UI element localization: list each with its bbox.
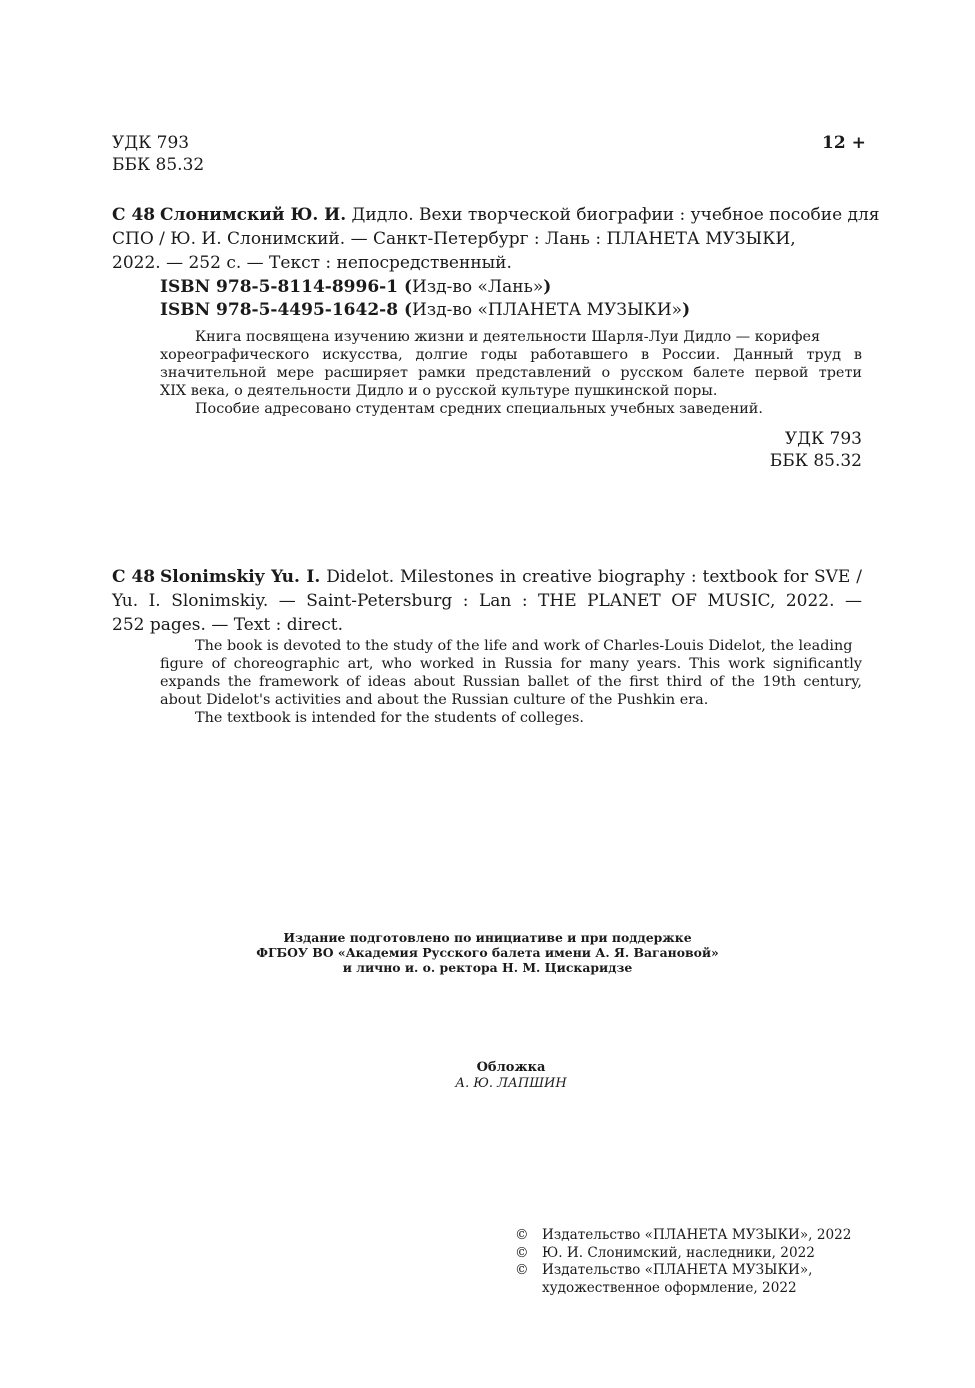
isbn-block <box>160 276 690 322</box>
copyright-block <box>515 1227 851 1297</box>
copyright-icon: © <box>515 1227 529 1243</box>
description-line-2: СПО / Ю. И. Слонимский. — Санкт-Петербург : Лань : ПЛАНЕТА МУЗЫКИ, <box>112 229 796 249</box>
description-line-3: 252 pages. — Text : direct. <box>112 615 344 635</box>
header-classification <box>112 132 204 176</box>
annotation-ru-line: хореографического искусства, долгие годы работавшего в России. Данный труд в <box>160 347 862 363</box>
header-bbk: ББК 85.32 <box>112 155 205 175</box>
isbn-line-1 <box>160 276 690 299</box>
annotation-en-line: about Didelot's activities and about the Russian culture of the Pushkin era. <box>160 692 709 708</box>
age-rating: 12 + <box>822 133 866 153</box>
title-en: Didelot. Milestones in creative biography : textbook for SVE / <box>320 567 862 587</box>
annotation-en-line: The textbook is intended for the students of colleges. <box>195 710 584 726</box>
description-line-3: 2022. — 252 с. — Текст : непосредственный. <box>112 253 512 273</box>
cover-label: Обложка <box>476 1060 546 1075</box>
annotation-ru <box>160 328 862 418</box>
support-line-2: ФГБОУ ВО «Академия Русского балета имени А. Я. Вагановой» <box>256 945 719 960</box>
card-bbk: ББК 85.32 <box>769 451 862 471</box>
isbn-1-publisher: Изд-во «Лань» <box>412 277 544 297</box>
copyright-continuation: художественное оформление, 2022 <box>542 1279 797 1296</box>
copyright-row <box>515 1245 851 1263</box>
copyright-text: Ю. И. Слонимский, наследники, 2022 <box>542 1244 815 1261</box>
catalog-card-ru <box>112 203 880 473</box>
copyright-icon: © <box>515 1262 529 1278</box>
annotation-en-line: figure of choreographic art, who worked in Russia for many years. This work significantly <box>160 656 862 672</box>
card-udk: УДК 793 <box>784 429 862 449</box>
support-line-3: и лично и. о. ректора Н. М. Цискаридзе <box>342 960 633 975</box>
annotation-ru-line: Книга посвящена изучению жизни и деятельности Шарля-Луи Дидло — корифея <box>195 329 821 345</box>
annotation-ru-line: XIX века, о деятельности Дидло и о русской культуре пушкинской поры. <box>160 383 718 399</box>
author-name-en: Slonimskiy Yu. I. <box>160 567 321 587</box>
copyright-row <box>515 1280 851 1298</box>
card-classification-ru <box>770 428 862 472</box>
support-note <box>0 930 975 975</box>
description-line-2: Yu. I. Slonimskiy. — Saint-Petersburg : Lan : THE PLANET OF MUSIC, 2022. — <box>112 591 862 611</box>
copyright-row <box>515 1262 851 1280</box>
copyright-icon: © <box>515 1244 529 1261</box>
cover-artist: А. Ю. ЛАПШИН <box>455 1076 567 1091</box>
isbn-2-publisher: Изд-во «ПЛАНЕТА МУЗЫКИ» <box>412 300 683 320</box>
annotation-ru-line: значительной мере расширяет рамки представлений о русском балете первой трети <box>160 365 862 381</box>
copyright-row <box>515 1227 851 1245</box>
author-code-ru: С 48 <box>112 205 156 225</box>
support-line-1: Издание подготовлено по инициативе и при поддержке <box>283 930 692 945</box>
isbn-1: ISBN 978-5-8114-8996-1 ( <box>160 277 413 297</box>
isbn-1-close: ) <box>543 277 552 297</box>
catalog-card-en <box>112 565 862 730</box>
description-line-1 <box>160 203 880 227</box>
isbn-line-2 <box>160 299 690 322</box>
header-udk: УДК 793 <box>112 133 190 153</box>
description-line-1 <box>160 565 862 589</box>
title-ru: Дидло. Вехи творческой биографии : учебное пособие для <box>346 205 880 225</box>
annotation-en-line: expands the framework of ideas about Russian ballet of the first third of the 19th century, <box>160 674 862 690</box>
copyright-text: Издательство «ПЛАНЕТА МУЗЫКИ», <box>542 1262 813 1278</box>
cover-credit <box>0 1060 975 1092</box>
isbn-2: ISBN 978-5-4495-1642-8 ( <box>160 300 413 320</box>
annotation-ru-line: Пособие адресовано студентам средних специальных учебных заведений. <box>195 401 763 417</box>
isbn-2-close: ) <box>682 300 691 320</box>
author-code-en: С 48 <box>112 567 156 587</box>
copyright-text: Издательство «ПЛАНЕТА МУЗЫКИ», 2022 <box>542 1227 852 1243</box>
author-name-ru: Слонимский Ю. И. <box>160 205 347 225</box>
annotation-en-line: The book is devoted to the study of the life and work of Charles-Louis Didelot, the leading <box>195 638 853 654</box>
annotation-en <box>160 637 862 727</box>
